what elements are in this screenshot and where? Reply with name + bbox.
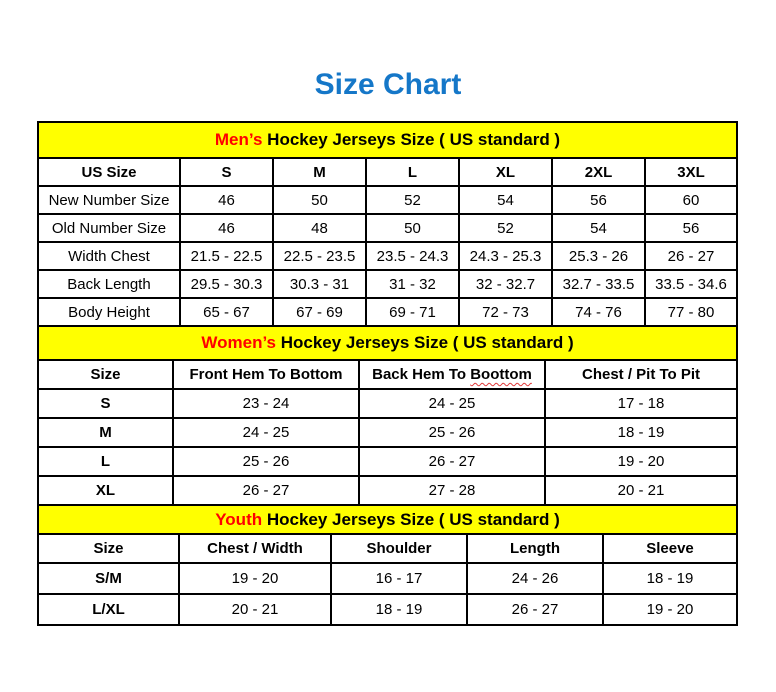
size-label: L/XL xyxy=(38,594,179,625)
youth-header-sleeve: Sleeve xyxy=(603,534,737,563)
table-cell: 26 - 27 xyxy=(173,476,359,505)
mens-header-m: M xyxy=(273,158,366,186)
womens-size-table xyxy=(37,325,738,506)
table-cell: 30.3 - 31 xyxy=(273,270,366,298)
table-cell: 65 - 67 xyxy=(180,298,273,326)
size-label: S/M xyxy=(38,563,179,594)
table-cell: 20 - 21 xyxy=(545,476,737,505)
back-hem-misspelled-word: Boottom xyxy=(470,366,532,383)
row-label: New Number Size xyxy=(38,186,180,214)
table-cell: 54 xyxy=(459,186,552,214)
table-cell: 29.5 - 30.3 xyxy=(180,270,273,298)
youth-row-sm xyxy=(38,563,737,594)
table-cell: 50 xyxy=(366,214,459,242)
table-cell: 69 - 71 xyxy=(366,298,459,326)
table-cell: 77 - 80 xyxy=(645,298,737,326)
mens-banner-highlight: Men’s xyxy=(214,130,263,149)
table-cell: 25 - 26 xyxy=(173,447,359,476)
womens-banner-row xyxy=(38,326,737,360)
row-label: Back Length xyxy=(38,270,180,298)
womens-header-back-hem xyxy=(359,360,545,389)
womens-row-m xyxy=(38,418,737,447)
size-label: L xyxy=(38,447,173,476)
table-cell: 24.3 - 25.3 xyxy=(459,242,552,270)
row-label: Old Number Size xyxy=(38,214,180,242)
table-cell: 52 xyxy=(459,214,552,242)
table-cell: 26 - 27 xyxy=(467,594,603,625)
table-cell: 19 - 20 xyxy=(179,563,331,594)
mens-row-new-number-size xyxy=(38,186,737,214)
row-label: Width Chest xyxy=(38,242,180,270)
mens-row-old-number-size xyxy=(38,214,737,242)
table-cell: 24 - 25 xyxy=(173,418,359,447)
page-title: Size Chart xyxy=(314,68,462,101)
youth-size-table xyxy=(37,504,738,626)
table-cell: 56 xyxy=(645,214,737,242)
youth-header-size: Size xyxy=(38,534,179,563)
mens-header-l: L xyxy=(366,158,459,186)
table-cell: 21.5 - 22.5 xyxy=(180,242,273,270)
table-cell: 16 - 17 xyxy=(331,563,467,594)
youth-banner-rest: Hockey Jerseys Size ( US standard ) xyxy=(266,509,560,529)
table-cell: 22.5 - 23.5 xyxy=(273,242,366,270)
size-chart-tables xyxy=(37,121,736,626)
table-cell: 60 xyxy=(645,186,737,214)
table-cell: 18 - 19 xyxy=(545,418,737,447)
table-cell: 26 - 27 xyxy=(645,242,737,270)
table-cell: 67 - 69 xyxy=(273,298,366,326)
mens-row-width-chest xyxy=(38,242,737,270)
table-cell: 25 - 26 xyxy=(359,418,545,447)
row-label: Body Height xyxy=(38,298,180,326)
womens-row-l xyxy=(38,447,737,476)
womens-header-chest: Chest / Pit To Pit xyxy=(545,360,737,389)
mens-header-us-size: US Size xyxy=(38,158,180,186)
table-cell: 50 xyxy=(273,186,366,214)
mens-row-body-height xyxy=(38,298,737,326)
size-label: M xyxy=(38,418,173,447)
table-cell: 23.5 - 24.3 xyxy=(366,242,459,270)
womens-row-xl xyxy=(38,476,737,505)
table-cell: 54 xyxy=(552,214,645,242)
mens-header-row xyxy=(38,158,737,186)
table-cell: 17 - 18 xyxy=(545,389,737,418)
youth-header-shoulder: Shoulder xyxy=(331,534,467,563)
youth-banner-row xyxy=(38,505,737,534)
table-cell: 24 - 25 xyxy=(359,389,545,418)
womens-banner xyxy=(38,326,737,360)
table-cell: 26 - 27 xyxy=(359,447,545,476)
mens-header-2xl: 2XL xyxy=(552,158,645,186)
mens-header-3xl: 3XL xyxy=(645,158,737,186)
size-label: XL xyxy=(38,476,173,505)
table-cell: 25.3 - 26 xyxy=(552,242,645,270)
youth-banner xyxy=(38,505,737,534)
youth-header-chest-width: Chest / Width xyxy=(179,534,331,563)
youth-banner-highlight: Youth xyxy=(215,509,263,529)
womens-row-s xyxy=(38,389,737,418)
table-cell: 31 - 32 xyxy=(366,270,459,298)
youth-header-row xyxy=(38,534,737,563)
mens-header-xl: XL xyxy=(459,158,552,186)
table-cell: 18 - 19 xyxy=(331,594,467,625)
mens-row-back-length xyxy=(38,270,737,298)
youth-row-lxl xyxy=(38,594,737,625)
table-cell: 72 - 73 xyxy=(459,298,552,326)
table-cell: 24 - 26 xyxy=(467,563,603,594)
table-cell: 32 - 32.7 xyxy=(459,270,552,298)
table-cell: 52 xyxy=(366,186,459,214)
table-cell: 48 xyxy=(273,214,366,242)
size-label: S xyxy=(38,389,173,418)
table-cell: 20 - 21 xyxy=(179,594,331,625)
womens-header-front-hem: Front Hem To Bottom xyxy=(173,360,359,389)
table-cell: 27 - 28 xyxy=(359,476,545,505)
womens-banner-highlight: Women’s xyxy=(201,333,276,352)
table-cell: 33.5 - 34.6 xyxy=(645,270,737,298)
table-cell: 74 - 76 xyxy=(552,298,645,326)
womens-header-size: Size xyxy=(38,360,173,389)
back-hem-prefix: Back Hem To xyxy=(372,366,467,383)
womens-banner-rest: Hockey Jerseys Size ( US standard ) xyxy=(280,333,574,352)
table-cell: 46 xyxy=(180,214,273,242)
mens-banner xyxy=(38,122,737,158)
mens-header-s: S xyxy=(180,158,273,186)
mens-size-table xyxy=(37,121,738,327)
table-cell: 19 - 20 xyxy=(603,594,737,625)
table-cell: 32.7 - 33.5 xyxy=(552,270,645,298)
table-cell: 23 - 24 xyxy=(173,389,359,418)
mens-banner-row xyxy=(38,122,737,158)
mens-banner-rest: Hockey Jerseys Size ( US standard ) xyxy=(267,130,561,149)
table-cell: 46 xyxy=(180,186,273,214)
table-cell: 19 - 20 xyxy=(545,447,737,476)
womens-header-row xyxy=(38,360,737,389)
table-cell: 18 - 19 xyxy=(603,563,737,594)
table-cell: 56 xyxy=(552,186,645,214)
youth-header-length: Length xyxy=(467,534,603,563)
